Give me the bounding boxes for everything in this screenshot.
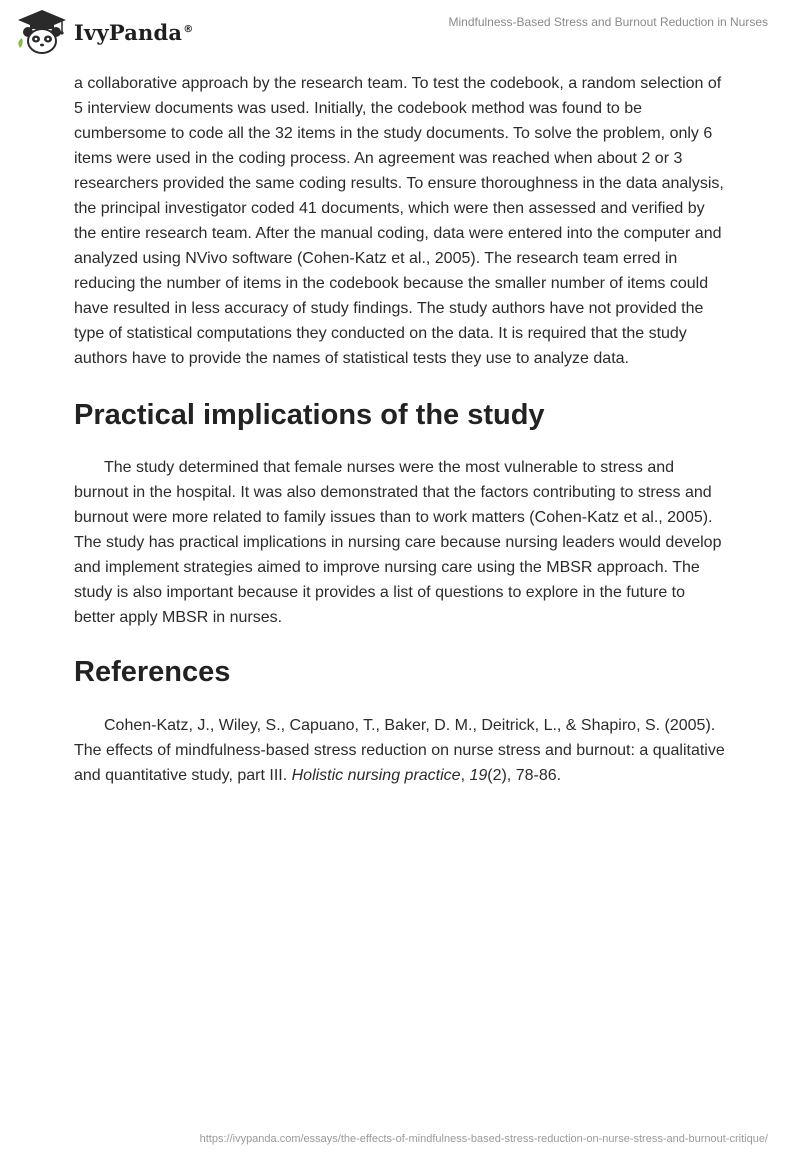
- practical-implications-paragraph: The study determined that female nurses were the most vulnerable to stress and burnout in the hospital. It was also demonstrated that the factors contributing to stress and burnout were more related to family issues than to work matters (Cohen-Katz et al., 2005). The study has practical implications in nursing care because nursing leaders would develop and implement strategies aimed to improve nursing care using the MBSR approach. The study is also important because it provides a list of questions to explore in the future to better apply MBSR in nurses.: [74, 459, 722, 626]
- document-body: [74, 71, 726, 788]
- reference-separator: ,: [460, 767, 470, 784]
- brand-name: IvyPanda®: [74, 19, 194, 45]
- brand-logo[interactable]: [14, 8, 193, 56]
- page-header: [0, 0, 800, 60]
- section-heading-references: References: [74, 656, 231, 688]
- reference-issue-pages: (2), 78-86.: [487, 767, 562, 784]
- reference-journal: Holistic nursing practice: [291, 767, 461, 784]
- panda-graduate-icon: [14, 8, 70, 56]
- reference-volume: 19: [469, 767, 488, 784]
- document-title: Mindfulness-Based Stress and Burnout Reduction in Nurses: [448, 15, 768, 29]
- section-heading-practical-implications: Practical implications of the study: [74, 399, 545, 431]
- reference-authors-title: Cohen-Katz, J., Wiley, S., Capuano, T., Baker, D. M., Deitrick, L., & Shapiro, S. (2005). The effects of mindfulness-based stress reduction on nurse stress and burnout: a qualitative and quantitative study, part III.: [74, 717, 725, 784]
- reference-entry: [74, 713, 726, 788]
- intro-paragraph: a collaborative approach by the research team. To test the codebook, a random selection of 5 interview documents was used. Initially, the codebook method was found to be cumbersome to code all the 32 items in the study documents. To solve the problem, only 6 items were used in the coding process. An agreement was reached when about 2 or 3 researchers provided the same coding results. To ensure thoroughness in the data analysis, the principal investigator coded 41 documents, which were then assessed and verified by the entire research team. After the manual coding, data were entered into the computer and analyzed using NVivo software (Cohen-Katz et al., 2005). The research team erred in reducing the number of items in the codebook because the smaller number of items could have resulted in less accuracy of study findings. The study authors have not provided the type of statistical computations they conducted on the data. It is required that the study authors have to provide the names of statistical tests they use to analyze data.: [74, 75, 724, 367]
- registered-mark: ®: [183, 23, 194, 35]
- source-url[interactable]: https://ivypanda.com/essays/the-effects-of-mindfulness-based-stress-reduction-on-nurse-stress-and-burnout-critique/: [199, 1133, 768, 1145]
